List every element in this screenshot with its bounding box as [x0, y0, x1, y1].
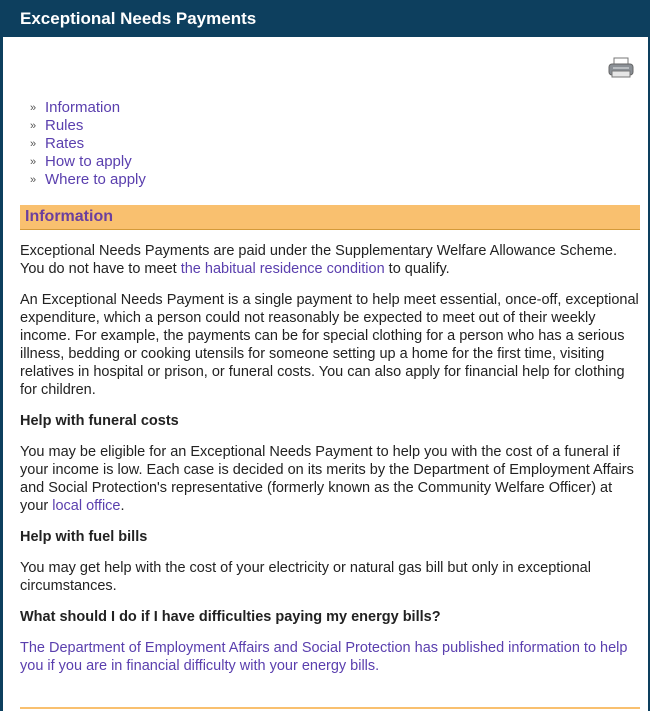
toc-item-information [30, 99, 146, 117]
page-title: Exceptional Needs Payments [20, 9, 257, 28]
heading-funeral-costs: Help with funeral costs [20, 413, 179, 429]
funeral-text-end: . [120, 498, 125, 514]
toc-link-where-to-apply[interactable]: Where to apply [45, 171, 146, 188]
intro-text: Exceptional Needs Payments are paid under the Supplementary Welfare Allowance Scheme. You do not have to meet [20, 243, 617, 277]
table-of-contents [30, 99, 146, 189]
intro-text-end: to qualify. [384, 261, 450, 277]
printer-icon[interactable] [607, 56, 635, 80]
left-border [0, 36, 3, 711]
toc-item-rates [30, 135, 146, 153]
paragraph-energy [20, 639, 640, 675]
bullet-icon: » [30, 156, 37, 168]
toc-link-rates[interactable]: Rates [45, 135, 85, 152]
section-header-bar [20, 205, 640, 230]
heading-energy-bills: What should I do if I have difficulties paying my energy bills? [20, 609, 441, 625]
section-title: Information [25, 208, 113, 225]
energy-bills-info-link[interactable]: The Department of Employment Affairs and Social Protection has published information to help you if you are in financial difficulty with your energy bills. [20, 640, 628, 674]
toc-link-information[interactable]: Information [45, 99, 121, 116]
paragraph-intro [20, 242, 640, 278]
toc-item-how-to-apply [30, 153, 146, 171]
paragraph-fuel: You may get help with the cost of your electricity or natural gas bill but only in exceptional circumstances. [20, 560, 591, 594]
bullet-icon: » [30, 138, 37, 150]
main-content [20, 242, 640, 688]
heading-fuel-bills: Help with fuel bills [20, 529, 148, 545]
section-divider [20, 707, 640, 709]
toc-link-rules[interactable]: Rules [45, 117, 84, 134]
page-header [0, 0, 650, 37]
habitual-residence-link[interactable]: the habitual residence condition [180, 261, 385, 277]
bullet-icon: » [30, 174, 37, 186]
paragraph-funeral [20, 443, 640, 515]
paragraph-definition: An Exceptional Needs Payment is a single payment to help meet essential, once-off, exceptional expenditure, which a person could not reasonably be expected to meet out of their weekly income. For example, the payments can be for special clothing for a person who has a serious illness, bedding or cooking utensils for someone setting up a home for the first time, visiting relatives in hospital or prison, or funeral costs. You can also apply for financial help for clothing for children. [20, 292, 639, 398]
local-office-link[interactable]: local office [52, 498, 121, 514]
funeral-text: You may be eligible for an Exceptional Needs Payment to help you with the cost of a funeral if your income is low. Each case is decided on its merits by the Department of Employment Affairs and Social Protection's representative (formerly known as the Community Welfare Officer) at your [20, 444, 634, 514]
toc-item-rules [30, 117, 146, 135]
bullet-icon: » [30, 120, 37, 132]
toc-link-how-to-apply[interactable]: How to apply [45, 153, 132, 170]
bullet-icon: » [30, 102, 37, 114]
toc-item-where-to-apply [30, 171, 146, 189]
